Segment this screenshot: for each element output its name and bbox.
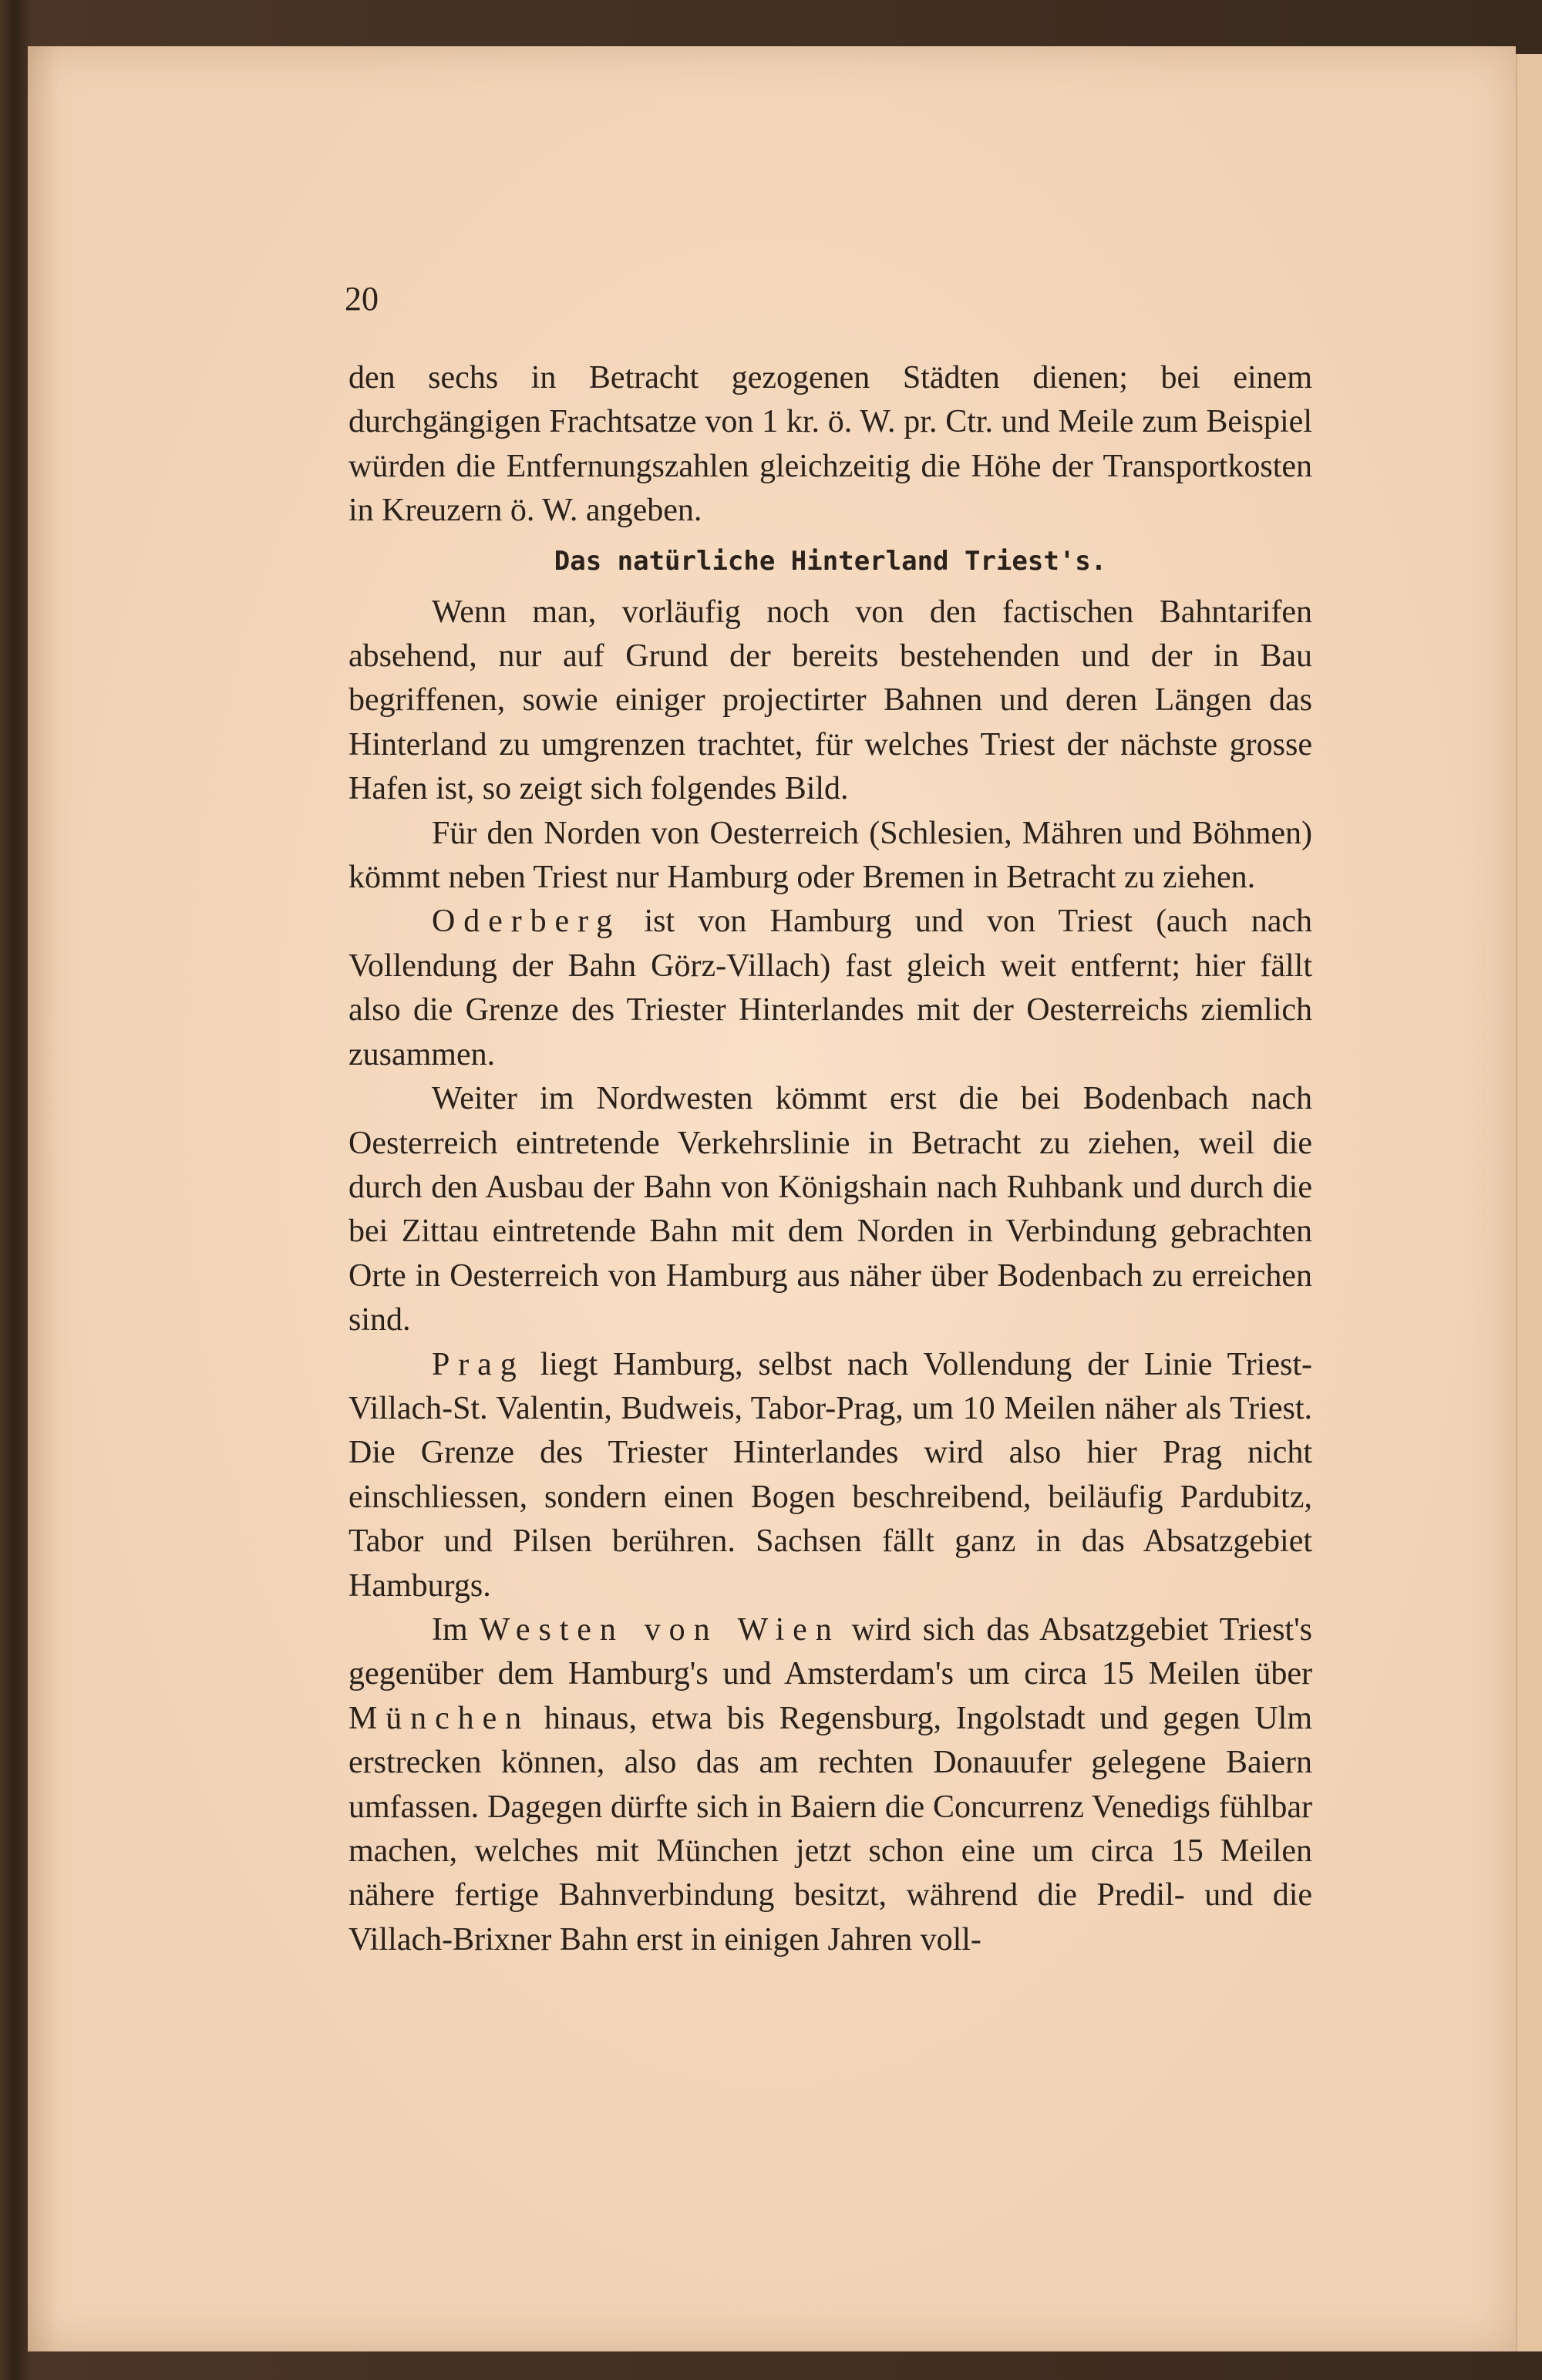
paragraph-6 bbox=[348, 1343, 1312, 1608]
paragraph-text: Im bbox=[432, 1611, 480, 1648]
paragraph-3: Für den Norden von Oesterreich (Schlesien, Mähren und Böhmen) kömmt neben Triest nur Hamburg oder Bremen in Betracht zu ziehen. bbox=[348, 815, 1312, 896]
section-heading: Das natürliche Hinterland Triest's. bbox=[554, 545, 1107, 577]
page-number: 20 bbox=[345, 280, 379, 318]
spaced-emphasis: München bbox=[348, 1700, 530, 1736]
paragraph-1: den sechs in Betracht gezogenen Städten dienen; bei einem durchgängigen Frachtsatze von 1 kr. ö. W. pr. Ctr. und Meile zum Beispiel würden die Entfernungszahlen gleichzeitig die Höhe der Transportkosten in Kreuzern ö. W. angeben. bbox=[348, 360, 1312, 529]
paragraph-2: Wenn man, vorläufig noch von den factischen Bahntarifen absehend, nur auf Grund der bereits bestehenden und der in Bau begriffenen, sowie einiger projectirter Bahnen und deren Längen das Hinterland zu umgrenzen trachtet, für welches Triest der nächste grosse Hafen ist, so zeigt sich folgendes Bild. bbox=[348, 594, 1312, 807]
spaced-emphasis: Westen von Wien bbox=[479, 1611, 840, 1648]
paragraph-text: hinaus, etwa bis Regensburg, Ingolstadt und gegen Ulm erstrecken können, also das am rechten Donauufer gelegene Baiern umfassen. Dagegen dürfte sich in Baiern die Concurrenz Venedigs fühlbar machen, welches mit München jetzt schon eine um circa 15 Meilen nähere fertige Bahnverbindung besitzt, während die Predil- und die Villach-Brixner Bahn erst in einigen Jahren voll- bbox=[348, 1700, 1312, 1958]
body-text bbox=[348, 356, 1312, 1962]
next-page-edge bbox=[1516, 54, 1542, 2351]
paragraph-text: wird sich das Absatzgebiet Triest's gegenüber dem Hamburg's und Amsterdam's um circa 15 Meilen über bbox=[348, 1611, 1312, 1692]
spaced-emphasis: Prag bbox=[432, 1346, 525, 1382]
paragraph-4 bbox=[348, 900, 1312, 1077]
paragraph-text: ist von Hamburg und von Triest (auch nach Vollendung der Bahn Görz-Villach) fast gleich weit entfernt; hier fällt also die Grenze des Triester Hinterlandes mit der Oesterreichs ziemlich zusammen. bbox=[348, 904, 1312, 1072]
paragraph-7 bbox=[348, 1608, 1312, 1962]
spaced-emphasis: Oderberg bbox=[432, 904, 621, 940]
paragraph-text: liegt Hamburg, selbst nach Vollendung der Linie Triest-Villach-St. Valentin, Budweis, Tabor-Prag, um 10 Meilen näher als Triest. Die Grenze des Triester Hinterlandes wird also hier Prag nicht einschliessen, sondern einen Bogen beschreibend, beiläufig Pardubitz, Tabor und Pilsen berühren. Sachsen fällt ganz in das Absatzgebiet Hamburgs. bbox=[348, 1346, 1312, 1604]
paragraph-5: Weiter im Nordwesten kömmt erst die bei Bodenbach nach Oesterreich eintretende Verkehrslinie in Betracht zu ziehen, weil die durch den Ausbau der Bahn von Königshain nach Ruhbank und durch die bei Zittau eintretende Bahn mit dem Norden in Verbindung gebrachten Orte in Oesterreich von Hamburg aus näher über Bodenbach zu erreichen sind. bbox=[348, 1081, 1312, 1338]
